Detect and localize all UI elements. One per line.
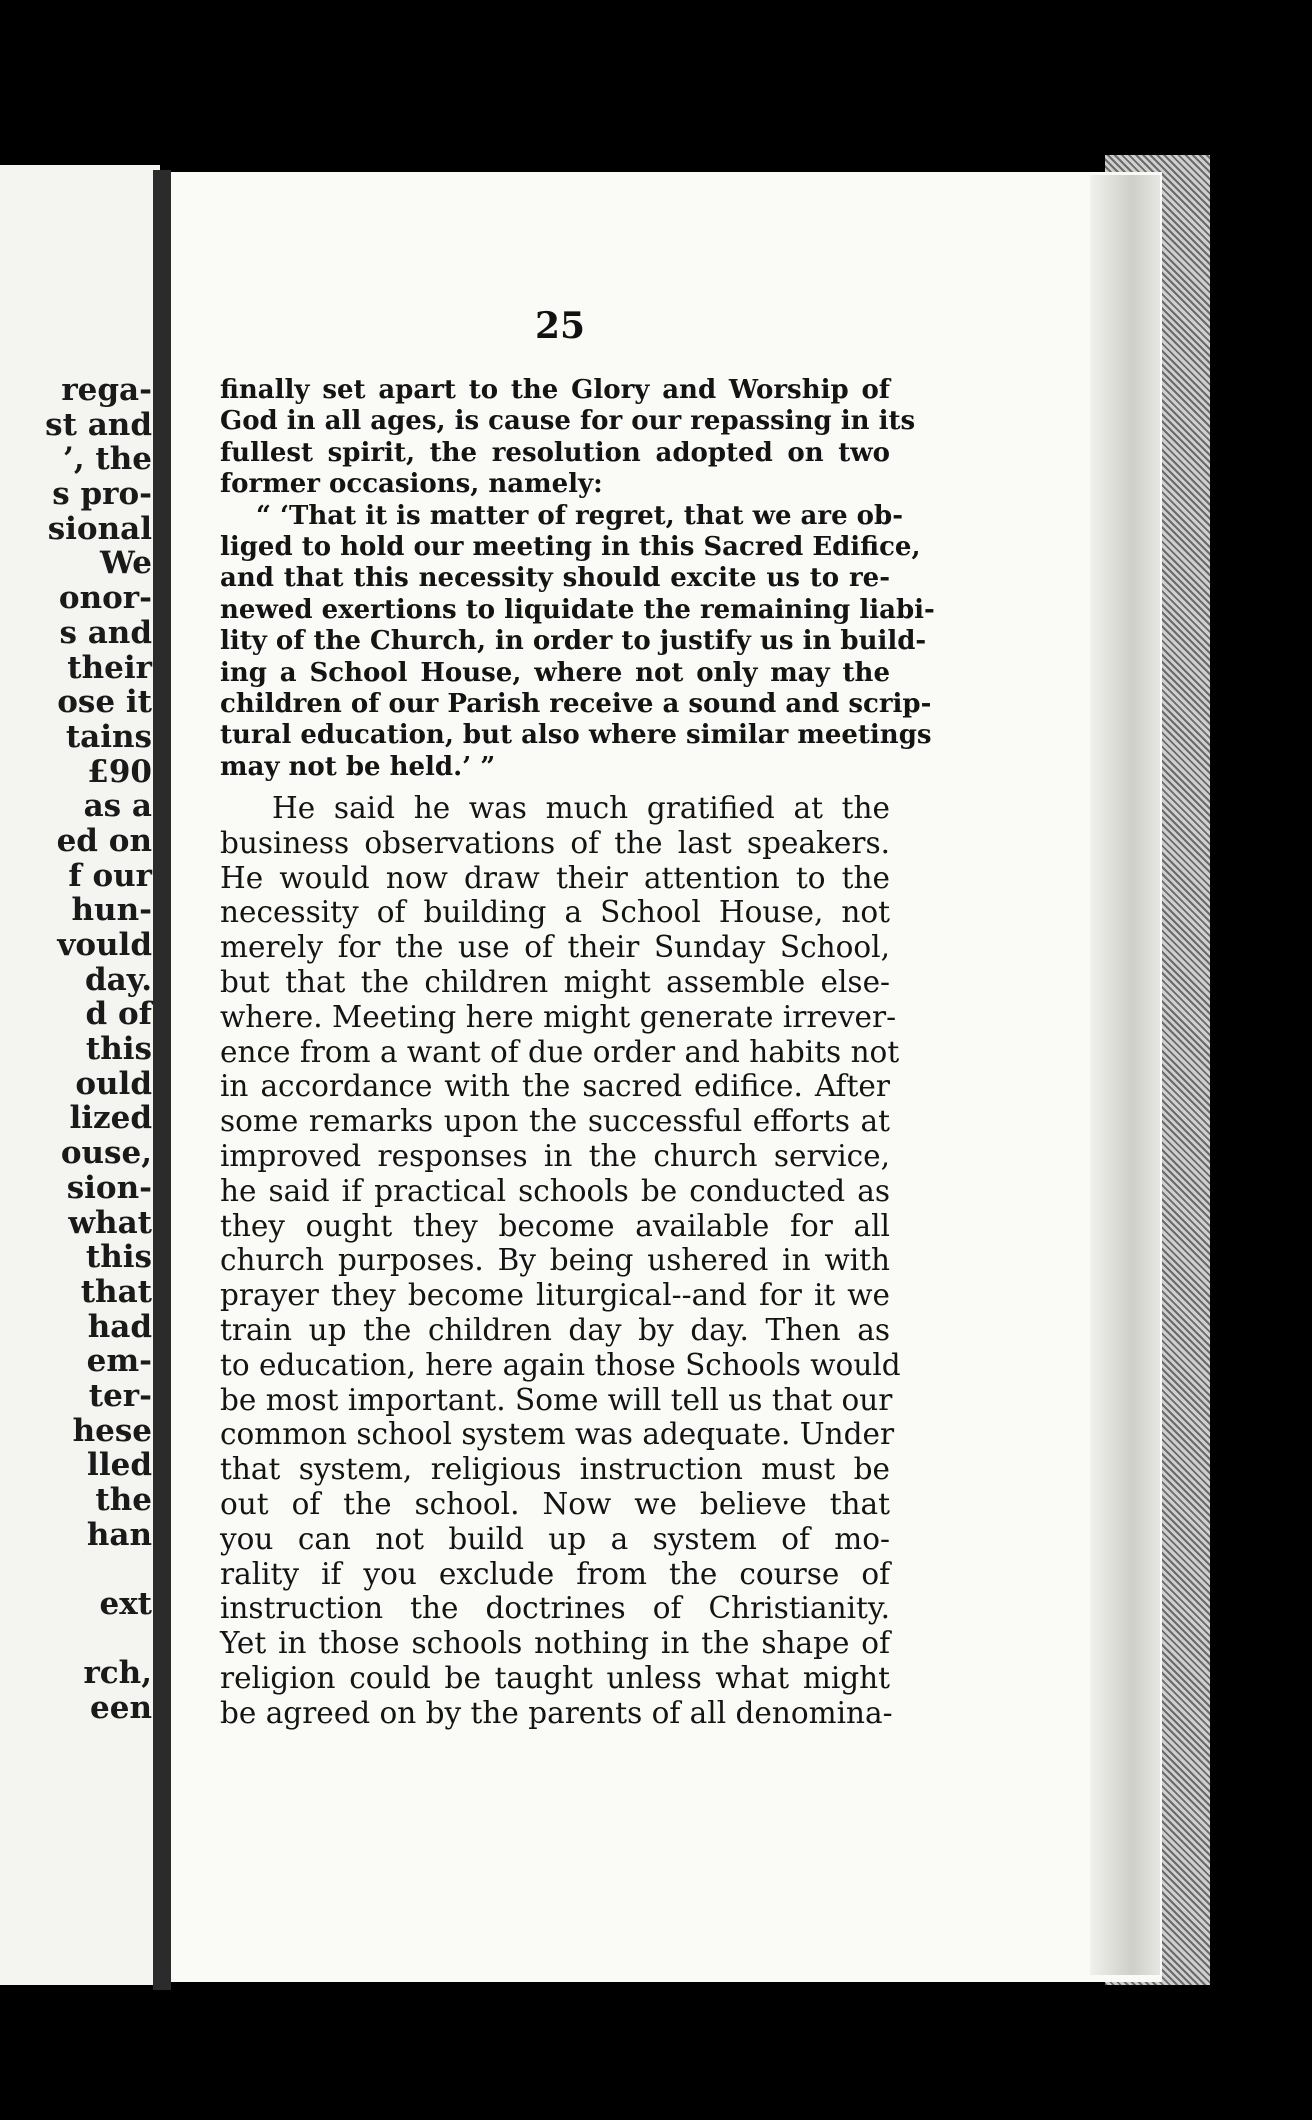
left-page-fragment: ter- bbox=[88, 1377, 152, 1414]
text-line: ence from a want of due order and habits not bbox=[220, 1034, 900, 1069]
left-page-fragment: sion- bbox=[66, 1169, 152, 1206]
left-page-fragment: ouse, bbox=[60, 1135, 152, 1172]
left-page-fragment bbox=[0, 1622, 152, 1657]
text-line: that system, religious instruction must be bbox=[220, 1452, 890, 1487]
text-line: they ought they become available for all bbox=[220, 1208, 890, 1243]
text-line: be most important. Some will tell us that our bbox=[220, 1382, 893, 1417]
text-line: Yet in those schools nothing in the shape of bbox=[220, 1626, 890, 1661]
left-page-fragment: ould bbox=[75, 1065, 152, 1102]
text-line: lity of the Church, in order to justify us in build- bbox=[220, 626, 927, 657]
left-page-fragment: han bbox=[86, 1516, 152, 1553]
text-line: “ ‘That it is matter of regret, that we are ob- bbox=[256, 500, 903, 531]
text-line: common school system was adequate. Under bbox=[220, 1417, 895, 1452]
text-line: He would now draw their attention to the bbox=[220, 860, 890, 895]
text-line: merely for the use of their Sunday School, bbox=[220, 930, 890, 965]
text-line: ing a School House, where not only may the bbox=[220, 657, 890, 688]
left-page-fragment: tains bbox=[65, 718, 152, 755]
text-line: but that the children might assemble else- bbox=[220, 965, 890, 1000]
left-page-fragment: rch, bbox=[83, 1655, 152, 1692]
left-page-fragment: We bbox=[99, 545, 152, 582]
text-line: be agreed on by the parents of all denomina- bbox=[220, 1695, 893, 1730]
text-line: to education, here again those Schools would bbox=[220, 1347, 901, 1382]
left-page-fragment: sional bbox=[47, 510, 152, 547]
text-line: tural education, but also where similar meetings bbox=[220, 720, 932, 751]
left-page-fragment: lled bbox=[87, 1447, 152, 1484]
text-line: train up the children day by day. Then as bbox=[220, 1313, 890, 1348]
left-page-fragment: vould bbox=[57, 927, 152, 963]
page-edge-shadow bbox=[1090, 175, 1160, 1975]
left-page-fragment: hun- bbox=[71, 892, 152, 929]
text-line: in accordance with the sacred edifice. After bbox=[220, 1069, 890, 1104]
text-line: fullest spirit, the resolution adopted on two bbox=[220, 437, 890, 468]
left-page-fragment: d of bbox=[85, 996, 152, 1033]
text-line: business observations of the last speakers. bbox=[220, 825, 890, 860]
left-page-fragment: what bbox=[68, 1204, 152, 1241]
left-page-fragment bbox=[0, 1552, 152, 1587]
left-page-fragment: een bbox=[90, 1690, 152, 1727]
text-line: finally set apart to the Glory and Worship of bbox=[220, 375, 890, 405]
left-page-fragment: had bbox=[87, 1308, 152, 1345]
text-line: rality if you exclude from the course of bbox=[220, 1556, 890, 1591]
text-line: and that this necessity should excite us to re- bbox=[220, 563, 890, 594]
text-line: church purposes. By being ushered in with bbox=[220, 1243, 890, 1278]
left-page-fragment: s and bbox=[59, 614, 152, 651]
left-page-fragment: that bbox=[80, 1273, 152, 1310]
text-line: children of our Parish receive a sound and scrip- bbox=[220, 688, 932, 719]
left-page-text-fragments bbox=[0, 373, 152, 1726]
text-line: religion could be taught unless what might bbox=[220, 1661, 890, 1695]
left-page-fragment: lized bbox=[69, 1100, 152, 1137]
left-page-fragment: st and bbox=[45, 406, 152, 443]
text-line: improved responses in the church service, bbox=[220, 1139, 890, 1174]
left-page-fragment: hese bbox=[72, 1412, 152, 1449]
left-page-fragment: rega- bbox=[61, 372, 152, 408]
text-line: liged to hold our meeting in this Sacred Edifice, bbox=[220, 531, 921, 562]
left-page bbox=[0, 165, 160, 1985]
left-page-fragment: £90 bbox=[87, 753, 152, 790]
book-gutter bbox=[153, 170, 171, 1990]
text-line: former occasions, namely: bbox=[220, 469, 603, 500]
text-line: where. Meeting here might generate irrever- bbox=[220, 999, 897, 1034]
left-page-fragment: ed on bbox=[56, 822, 152, 859]
text-line: newed exertions to liquidate the remaining liabi- bbox=[220, 594, 935, 625]
text-line: He said he was much gratified at the bbox=[272, 791, 890, 826]
left-page-fragment: the bbox=[95, 1482, 152, 1518]
left-page-fragment: as a bbox=[83, 788, 152, 825]
text-line: out of the school. Now we believe that bbox=[220, 1487, 890, 1522]
left-page-fragment: ext bbox=[99, 1586, 152, 1623]
text-line: necessity of building a School House, not bbox=[220, 895, 890, 930]
left-page-fragment: ’, the bbox=[63, 441, 152, 478]
left-page-fragment: ose it bbox=[57, 684, 152, 721]
paragraph-resolution-quote bbox=[220, 375, 935, 783]
left-page-fragment: their bbox=[67, 649, 152, 686]
text-line: some remarks upon the successful efforts at bbox=[220, 1104, 890, 1139]
left-page-fragment: f our bbox=[68, 857, 152, 894]
paragraph-speech bbox=[220, 791, 901, 1731]
left-page-fragment: day. bbox=[84, 961, 152, 998]
text-line: he said if practical schools be conducted as bbox=[220, 1173, 890, 1208]
left-page-fragment: this bbox=[85, 1239, 152, 1276]
left-page-fragment: em- bbox=[86, 1343, 152, 1380]
text-line: instruction the doctrines of Christianity. bbox=[220, 1591, 890, 1626]
left-page-fragment: s pro- bbox=[52, 476, 152, 513]
left-page-fragment: this bbox=[85, 1031, 152, 1068]
page-body bbox=[220, 375, 935, 1731]
text-line: God in all ages, is cause for our repassing in its bbox=[220, 406, 916, 437]
text-line: you can not build up a system of mo- bbox=[220, 1521, 890, 1556]
page-number: 25 bbox=[534, 305, 586, 347]
text-line: prayer they become liturgical--and for it we bbox=[220, 1278, 890, 1313]
left-page-fragment: onor- bbox=[58, 580, 152, 617]
text-line: may not be held.’ ” bbox=[220, 751, 496, 782]
